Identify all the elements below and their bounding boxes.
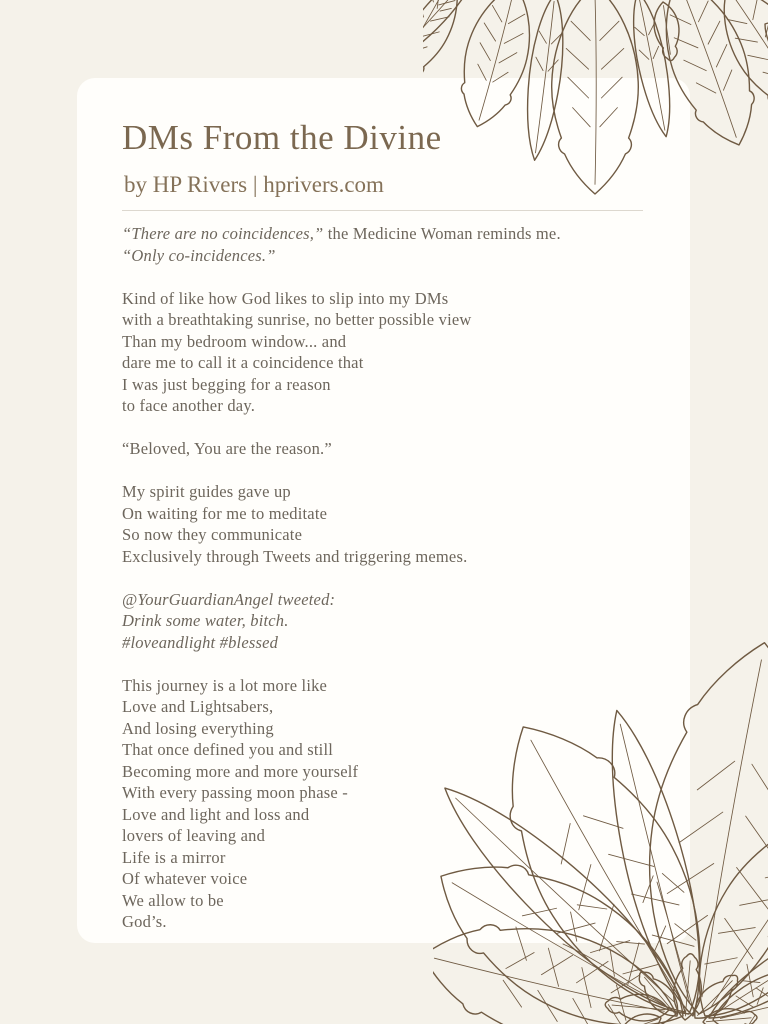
poem-text: On waiting for me to meditate [122,503,328,523]
poem-text: dare me to call it a coincidence that [122,353,364,373]
stanza [122,675,643,933]
card-content [77,78,690,933]
byline: by HP Rivers | hprivers.com [124,172,384,198]
poem-text: I was just begging for a reason [122,374,331,394]
poem-line [122,868,643,890]
poem-text: Love and light and loss and [122,804,310,824]
poem-line [122,890,643,912]
poem-line [122,395,643,417]
poem-text: the Medicine Woman reminds me. [323,224,561,244]
poem-text: Becoming more and more yourself [122,761,359,781]
poem-line [122,696,643,718]
poem-line [122,288,643,310]
poem-text: “Beloved, You are the reason.” [122,439,332,459]
poem-text: Exclusively through Tweets and triggering memes. [122,546,468,566]
stanza [122,589,643,654]
poem-text: Life is a mirror [122,847,226,867]
poem-line [122,546,643,568]
stanza [122,223,643,266]
poem-text: with a breathtaking sunrise, no better possible view [122,310,472,330]
poem-text-italic: @YourGuardianAngel tweeted: [122,589,336,609]
poem-text: Love and Lightsabers, [122,697,274,717]
poem-text: So now they communicate [122,525,303,545]
poem-text: That once defined you and still [122,740,334,760]
poem-line [122,911,643,933]
poem-line [122,761,643,783]
poem-text: My spirit guides gave up [122,482,291,502]
poem-line [122,632,643,654]
poem-line [122,718,643,740]
poem-line [122,309,643,331]
poem-text: lovers of leaving and [122,826,266,846]
poem-line [122,245,643,267]
poem-text-italic: Drink some water, bitch. [122,611,289,631]
stanza [122,288,643,417]
poem-line [122,438,643,460]
poem-line [122,503,643,525]
poem-line [122,675,643,697]
poem-line [122,374,643,396]
poem-text: We allow to be [122,890,224,910]
poem-text: And losing everything [122,718,274,738]
poem-line [122,782,643,804]
poem-text: Of whatever voice [122,869,248,889]
stanza [122,438,643,460]
poem-line [122,804,643,826]
poem-text-italic: “Only co-incidences.” [122,245,276,265]
poem-line [122,589,643,611]
page-title: DMs From the Divine [122,118,442,157]
poem-text: With every passing moon phase - [122,783,348,803]
poem-text-italic: “There are no coincidences,” [122,224,324,244]
poem-text-italic: #loveandlight #blessed [122,632,279,652]
poem-text: Than my bedroom window... and [122,331,347,351]
poem-text: This journey is a lot more like [122,675,328,695]
poem-line [122,610,643,632]
poem-line [122,352,643,374]
poem-text: Kind of like how God likes to slip into my DMs [122,288,449,308]
poem-body [122,223,643,933]
poem-line [122,825,643,847]
poem-line [122,223,643,245]
poem-text: God’s. [122,912,167,932]
poem-line [122,524,643,546]
poem-line [122,331,643,353]
poem-line [122,481,643,503]
stanza [122,481,643,567]
poem-line [122,847,643,869]
divider [122,210,643,211]
poem-text: to face another day. [122,396,256,416]
poem-line [122,739,643,761]
poem-card [77,78,690,943]
